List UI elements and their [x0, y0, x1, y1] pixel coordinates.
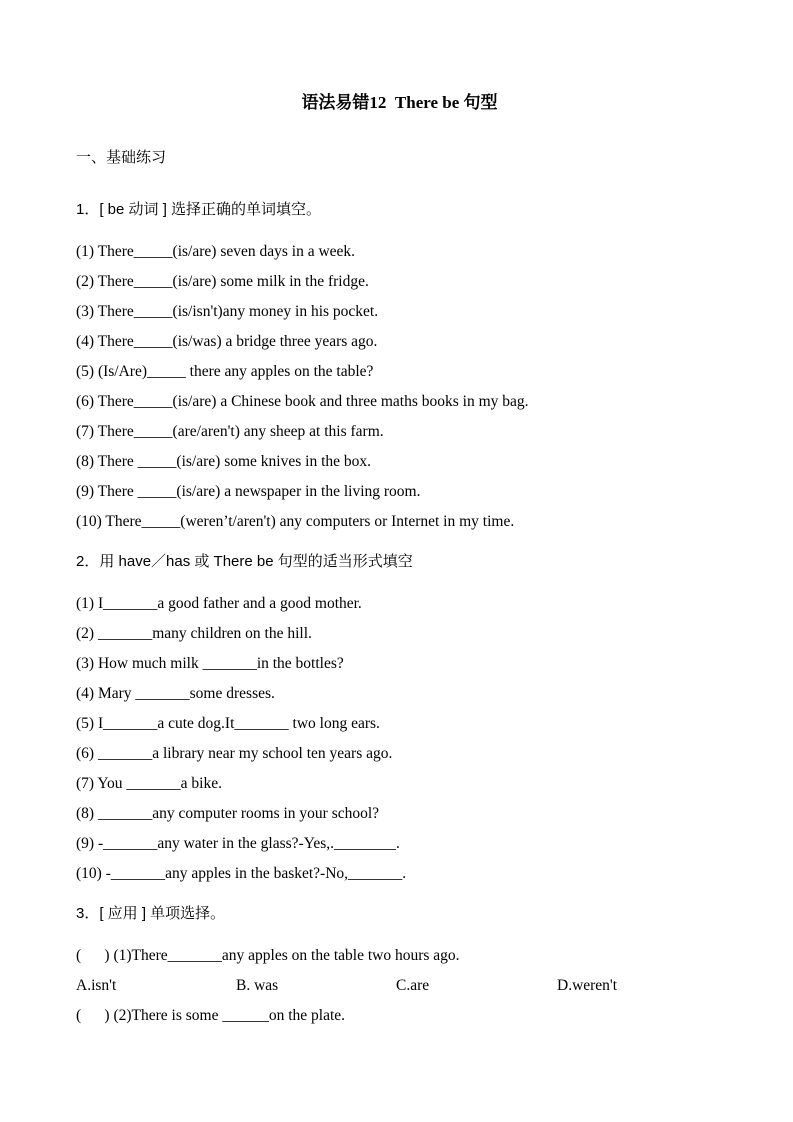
exercise-2-item: (10) -_______any apples in the basket?-No,_______. [76, 865, 407, 882]
exercise-2-item: (1) I_______a good father and a good mother. [76, 595, 362, 612]
exercise-1-item: (5) (Is/Are)_____ there any apples on the table? [76, 363, 374, 380]
exercise-2-item: (2) _______many children on the hill. [76, 625, 312, 642]
exercise-2-item-list [76, 589, 723, 889]
exercise-1-item: (9) There _____(is/are) a newspaper in the living room. [76, 483, 421, 500]
exercise-1-item: (2) There_____(is/are) some milk in the fridge. [76, 273, 369, 290]
exercise-1-item: (6) There_____(is/are) a Chinese book and three maths books in my bag. [76, 393, 529, 410]
exercise-2-item: (3) How much milk _______in the bottles? [76, 655, 344, 672]
document-title: 语法易错12 There be 句型 [301, 93, 498, 112]
exercise-1-item: (4) There_____(is/was) a bridge three years ago. [76, 333, 378, 350]
option-b: B. was [236, 977, 279, 994]
exercise-1-item-list [76, 237, 723, 537]
option-a: A.isn't [76, 977, 117, 994]
exercise-1-item: (10) There_____(weren’t/aren't) any computers or Internet in my time. [76, 513, 515, 530]
exercise-2-heading: 2．用 have／has 或 There be 句型的适当形式填空 [76, 553, 413, 570]
exercise-2-item: (6) _______a library near my school ten years ago. [76, 745, 393, 762]
exercise-1-item: (1) There_____(is/are) seven days in a week. [76, 243, 356, 260]
exercise-2-item: (5) I_______a cute dog.It_______ two long ears. [76, 715, 380, 732]
exercise-3-question-1-options [76, 971, 723, 1001]
option-c: C.are [396, 977, 430, 994]
exercise-2-item: (8) _______any computer rooms in your school? [76, 805, 380, 822]
exercise-1-item: (8) There _____(is/are) some knives in the box. [76, 453, 371, 470]
exercise-2-item: (7) You _______a bike. [76, 775, 222, 792]
exercise-1-item: (7) There_____(are/aren't) any sheep at this farm. [76, 423, 384, 440]
exercise-2-item: (9) -_______any water in the glass?-Yes,.________. [76, 835, 400, 852]
exercise-3-heading: 3．[ 应用 ] 单项选择。 [76, 905, 226, 922]
exercise-2-item: (4) Mary _______some dresses. [76, 685, 275, 702]
exercise-3-question-1: ( ) (1)There_______any apples on the table two hours ago. [76, 947, 460, 964]
part-heading-basic-practice: 一、基础练习 [76, 149, 167, 166]
option-d: D.weren't [557, 977, 618, 994]
exercise-3-question-2: ( ) (2)There is some ______on the plate. [76, 1007, 346, 1024]
exercise-1-item: (3) There_____(is/isn't)any money in his pocket. [76, 303, 379, 320]
exercise-1-heading: 1．[ be 动词 ] 选择正确的单词填空。 [76, 201, 322, 218]
